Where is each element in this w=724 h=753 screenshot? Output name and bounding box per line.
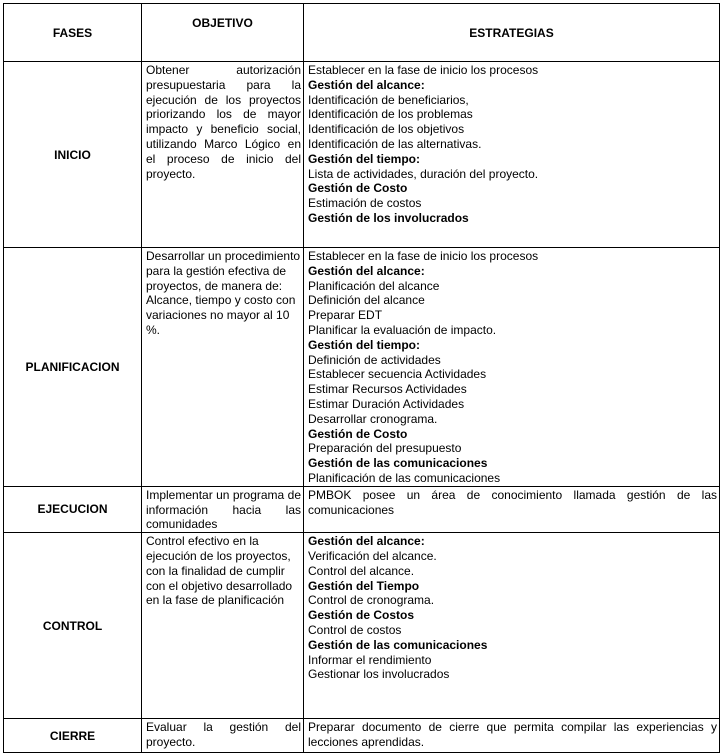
phases-table	[3, 3, 720, 753]
phase-label: INICIO	[4, 62, 142, 248]
strategy-line: Identificación de beneficiarios,	[308, 92, 469, 107]
strategy-heading: Gestión del alcance:	[308, 534, 425, 549]
phase-label: CONTROL	[4, 533, 142, 719]
strategies-cell	[304, 248, 720, 487]
strategy-heading: Gestión de Costo	[308, 426, 408, 441]
strategy-line: Preparar EDT	[308, 308, 383, 323]
strategy-line: Informar el rendimiento	[308, 652, 432, 667]
strategy-heading: Gestión del alcance:	[308, 77, 425, 92]
strategy-line: Definición del alcance	[308, 293, 425, 308]
strategy-line: Estimación de costos	[308, 196, 422, 211]
header-estrategias: ESTRATEGIAS	[304, 4, 720, 62]
strategy-heading: Gestión de las comunicaciones	[308, 637, 488, 652]
strategy-heading: Gestión del Tiempo	[308, 578, 420, 593]
header-row	[4, 4, 720, 62]
strategy-line: Gestionar los involucrados	[308, 667, 450, 682]
strategy-heading: Gestión del tiempo:	[308, 337, 421, 352]
strategy-line: Control de costos	[308, 622, 402, 637]
objective-cell: Implementar un programa de información hacia las comunidades	[142, 486, 304, 532]
strategy-line: Establecer secuencia Actividades	[308, 367, 487, 382]
table-row	[4, 62, 720, 248]
strategy-line: Control de cronograma.	[308, 593, 435, 608]
table-row	[4, 248, 720, 487]
header-objetivo: OBJETIVO	[142, 4, 304, 62]
strategy-heading: Gestión del alcance:	[308, 263, 425, 278]
objective-cell: Desarrollar un procedimiento para la gestión efectiva de proyectos, de manera de: Alcance, tiempo y costo con variaciones no mayor al 10 %.	[142, 248, 304, 487]
strategy-heading: Gestión del tiempo:	[308, 151, 421, 166]
strategy-line: Desarrollar cronograma.	[308, 411, 438, 426]
strategy-line: Preparación del presupuesto	[308, 441, 462, 456]
strategy-heading: Gestión de las comunicaciones	[308, 456, 488, 471]
strategies-cell: Preparar documento de cierre que permita compilar las experiencias y lecciones aprendidas.	[304, 719, 720, 753]
strategy-line: Identificación de los objetivos	[308, 122, 465, 137]
strategy-heading: Gestión de Costos	[308, 608, 415, 623]
strategy-line: Planificación de las comunicaciones	[308, 470, 501, 485]
strategy-line: Identificación de las alternativas.	[308, 136, 482, 151]
strategy-line: Planificación del alcance	[308, 278, 440, 293]
objective-cell: Evaluar la gestión del proyecto.	[142, 719, 304, 753]
strategy-line: Estimar Recursos Actividades	[308, 382, 467, 397]
strategies-cell	[304, 533, 720, 719]
phase-label: PLANIFICACION	[4, 248, 142, 487]
strategy-line: Verificación del alcance.	[308, 548, 437, 563]
phase-label: EJECUCION	[4, 486, 142, 532]
table-row	[4, 719, 720, 753]
objective-cell: Control efectivo en la ejecución de los proyectos, con la finalidad de cumplir con el objetivo desarrollado en la fase de planificación	[142, 533, 304, 719]
strategy-line: Definición de actividades	[308, 352, 441, 367]
strategy-heading: Gestión de los involucrados	[308, 210, 469, 225]
phase-label: CIERRE	[4, 719, 142, 753]
header-fases: FASES	[4, 4, 142, 62]
strategy-line: Estimar Duración Actividades	[308, 396, 465, 411]
strategy-line: Establecer en la fase de inicio los procesos	[308, 249, 539, 263]
strategy-line: Establecer en la fase de inicio los procesos	[308, 63, 539, 77]
strategy-line: Control del alcance.	[308, 563, 415, 578]
objective-cell: Obtener autorización presupuestaria para la ejecución de los proyectos priorizando los de mayor impacto y beneficio social, utilizando Marco Lógico en el proceso de inicio del proyecto.	[142, 62, 304, 248]
strategy-line: Lista de actividades, duración del proyecto.	[308, 166, 539, 181]
strategy-heading: Gestión de Costo	[308, 181, 408, 196]
strategy-line: Identificación de los problemas	[308, 107, 473, 122]
table-row	[4, 533, 720, 719]
strategies-cell	[304, 62, 720, 248]
strategy-line: Planificar la evaluación de impacto.	[308, 322, 497, 337]
strategies-cell: PMBOK posee un área de conocimiento llamada gestión de las comunicaciones	[304, 486, 720, 532]
table-row	[4, 486, 720, 532]
